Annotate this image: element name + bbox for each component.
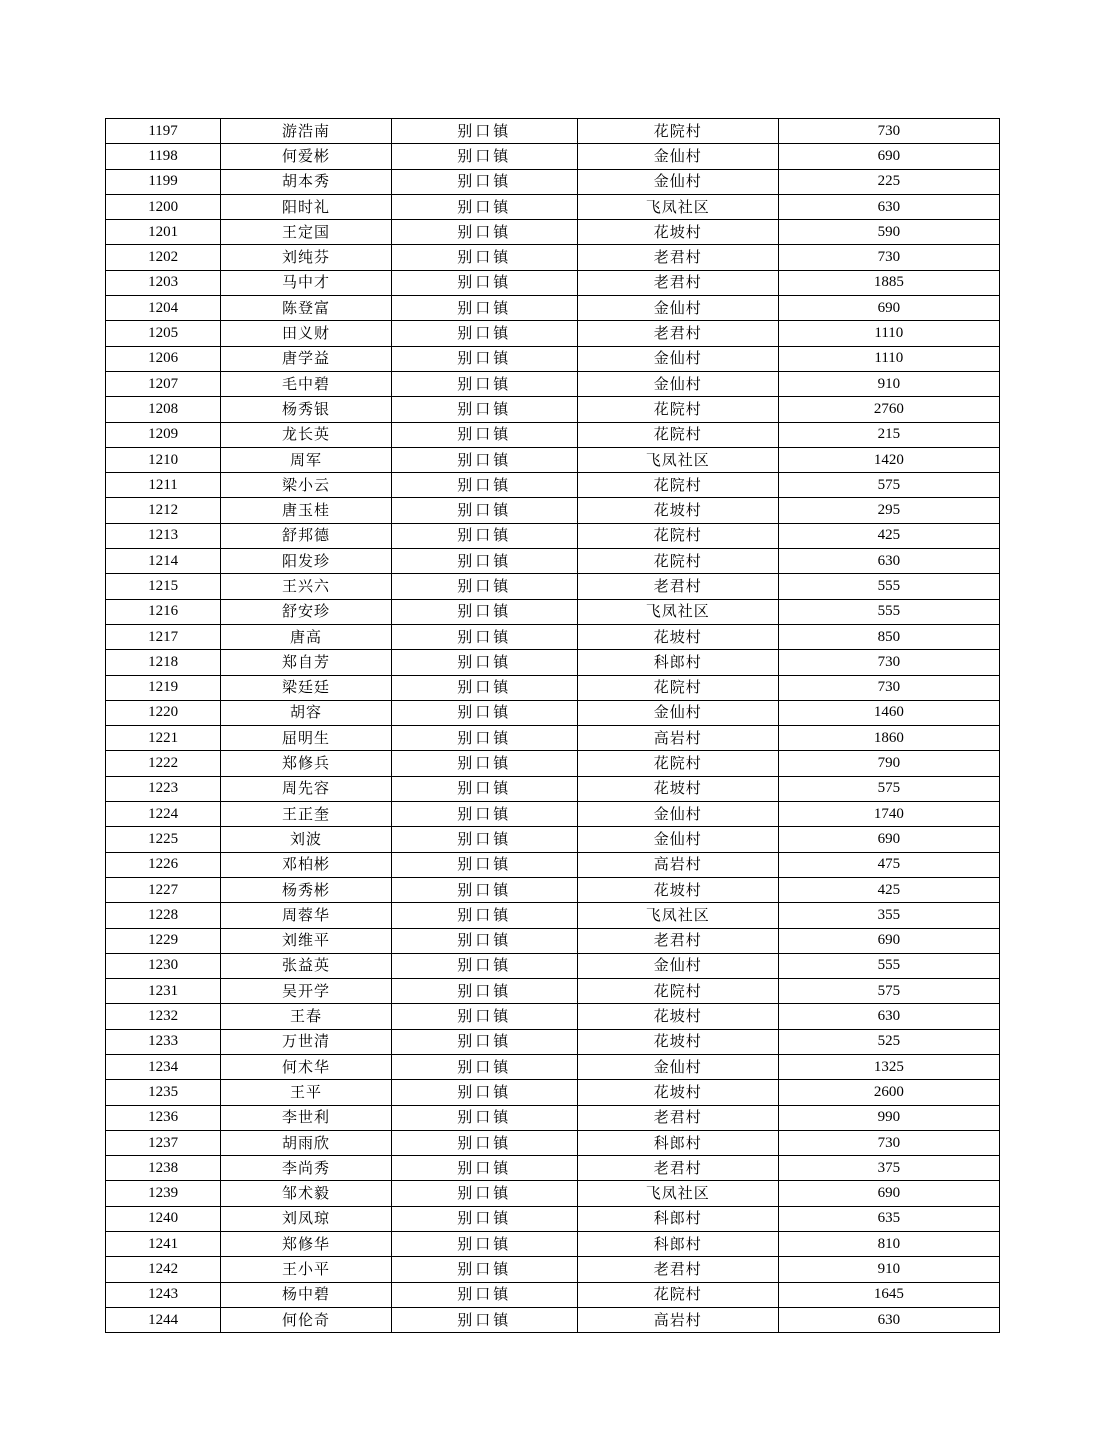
cell-town: 别口镇 <box>391 751 577 776</box>
cell-amount: 215 <box>778 422 999 447</box>
table-row <box>106 473 1000 498</box>
cell-amount: 630 <box>778 549 999 574</box>
cell-village: 科郎村 <box>577 650 778 675</box>
cell-village: 老君村 <box>577 928 778 953</box>
cell-amount: 690 <box>778 296 999 321</box>
cell-amount: 630 <box>778 1307 999 1332</box>
cell-id: 1201 <box>106 220 221 245</box>
cell-town: 别口镇 <box>391 1232 577 1257</box>
cell-amount: 635 <box>778 1206 999 1231</box>
cell-amount: 225 <box>778 169 999 194</box>
cell-town: 别口镇 <box>391 599 577 624</box>
cell-amount: 730 <box>778 245 999 270</box>
table-row <box>106 928 1000 953</box>
cell-amount: 2600 <box>778 1080 999 1105</box>
cell-id: 1229 <box>106 928 221 953</box>
cell-village: 科郎村 <box>577 1130 778 1155</box>
cell-id: 1231 <box>106 979 221 1004</box>
cell-town: 别口镇 <box>391 1282 577 1307</box>
cell-village: 花院村 <box>577 422 778 447</box>
cell-village: 金仙村 <box>577 827 778 852</box>
table-row <box>106 700 1000 725</box>
cell-town: 别口镇 <box>391 726 577 751</box>
table-row <box>106 498 1000 523</box>
subsidy-recipients-table <box>105 118 1000 1333</box>
cell-name: 李尚秀 <box>221 1156 392 1181</box>
cell-town: 别口镇 <box>391 422 577 447</box>
cell-village: 老君村 <box>577 574 778 599</box>
table-row <box>106 523 1000 548</box>
cell-amount: 630 <box>778 1004 999 1029</box>
table-row <box>106 1282 1000 1307</box>
cell-village: 花院村 <box>577 549 778 574</box>
cell-name: 邓柏彬 <box>221 852 392 877</box>
cell-name: 杨秀彬 <box>221 877 392 902</box>
cell-amount: 790 <box>778 751 999 776</box>
table-row <box>106 1307 1000 1332</box>
table-row <box>106 979 1000 1004</box>
cell-name: 唐高 <box>221 624 392 649</box>
cell-town: 别口镇 <box>391 1130 577 1155</box>
cell-town: 别口镇 <box>391 397 577 422</box>
cell-id: 1220 <box>106 700 221 725</box>
table-row <box>106 220 1000 245</box>
cell-name: 邹术毅 <box>221 1181 392 1206</box>
table-row <box>106 270 1000 295</box>
table-row <box>106 1232 1000 1257</box>
cell-town: 别口镇 <box>391 194 577 219</box>
cell-town: 别口镇 <box>391 1054 577 1079</box>
table-row <box>106 675 1000 700</box>
cell-amount: 730 <box>778 1130 999 1155</box>
cell-name: 刘维平 <box>221 928 392 953</box>
cell-id: 1198 <box>106 144 221 169</box>
table-row <box>106 624 1000 649</box>
cell-amount: 295 <box>778 498 999 523</box>
cell-town: 别口镇 <box>391 852 577 877</box>
cell-town: 别口镇 <box>391 675 577 700</box>
cell-town: 别口镇 <box>391 169 577 194</box>
cell-village: 飞凤社区 <box>577 599 778 624</box>
cell-name: 龙长英 <box>221 422 392 447</box>
cell-town: 别口镇 <box>391 1105 577 1130</box>
cell-amount: 810 <box>778 1232 999 1257</box>
cell-name: 陈登富 <box>221 296 392 321</box>
cell-town: 别口镇 <box>391 220 577 245</box>
cell-amount: 355 <box>778 903 999 928</box>
cell-name: 郑修华 <box>221 1232 392 1257</box>
cell-name: 何术华 <box>221 1054 392 1079</box>
cell-id: 1244 <box>106 1307 221 1332</box>
cell-name: 屈明生 <box>221 726 392 751</box>
cell-village: 老君村 <box>577 321 778 346</box>
cell-name: 张益英 <box>221 953 392 978</box>
cell-town: 别口镇 <box>391 1181 577 1206</box>
cell-id: 1233 <box>106 1029 221 1054</box>
cell-id: 1232 <box>106 1004 221 1029</box>
cell-name: 郑自芳 <box>221 650 392 675</box>
cell-id: 1211 <box>106 473 221 498</box>
table-body <box>106 119 1000 1333</box>
table-row <box>106 245 1000 270</box>
cell-village: 飞凤社区 <box>577 1181 778 1206</box>
cell-id: 1208 <box>106 397 221 422</box>
cell-amount: 425 <box>778 523 999 548</box>
cell-id: 1235 <box>106 1080 221 1105</box>
cell-amount: 730 <box>778 675 999 700</box>
cell-id: 1219 <box>106 675 221 700</box>
table-row <box>106 371 1000 396</box>
cell-name: 阳发珍 <box>221 549 392 574</box>
cell-amount: 375 <box>778 1156 999 1181</box>
cell-id: 1227 <box>106 877 221 902</box>
cell-id: 1216 <box>106 599 221 624</box>
cell-name: 唐玉桂 <box>221 498 392 523</box>
cell-village: 花院村 <box>577 1282 778 1307</box>
table-row <box>106 169 1000 194</box>
table-row <box>106 599 1000 624</box>
cell-amount: 1885 <box>778 270 999 295</box>
cell-amount: 525 <box>778 1029 999 1054</box>
cell-name: 舒安珍 <box>221 599 392 624</box>
cell-town: 别口镇 <box>391 624 577 649</box>
cell-town: 别口镇 <box>391 776 577 801</box>
cell-town: 别口镇 <box>391 321 577 346</box>
table-row <box>106 877 1000 902</box>
cell-town: 别口镇 <box>391 802 577 827</box>
cell-id: 1225 <box>106 827 221 852</box>
table-row <box>106 802 1000 827</box>
table-row <box>106 397 1000 422</box>
cell-amount: 475 <box>778 852 999 877</box>
cell-town: 别口镇 <box>391 245 577 270</box>
cell-village: 金仙村 <box>577 802 778 827</box>
cell-name: 李世利 <box>221 1105 392 1130</box>
cell-id: 1212 <box>106 498 221 523</box>
cell-amount: 690 <box>778 1181 999 1206</box>
table-row <box>106 1257 1000 1282</box>
table-row <box>106 296 1000 321</box>
cell-village: 金仙村 <box>577 169 778 194</box>
cell-town: 别口镇 <box>391 270 577 295</box>
cell-id: 1238 <box>106 1156 221 1181</box>
cell-village: 飞凤社区 <box>577 903 778 928</box>
cell-village: 花院村 <box>577 473 778 498</box>
cell-village: 花院村 <box>577 751 778 776</box>
cell-town: 别口镇 <box>391 650 577 675</box>
cell-amount: 555 <box>778 599 999 624</box>
cell-id: 1210 <box>106 447 221 472</box>
cell-id: 1223 <box>106 776 221 801</box>
cell-village: 飞凤社区 <box>577 447 778 472</box>
cell-town: 别口镇 <box>391 574 577 599</box>
cell-name: 王正奎 <box>221 802 392 827</box>
cell-id: 1240 <box>106 1206 221 1231</box>
cell-name: 王兴六 <box>221 574 392 599</box>
cell-village: 花院村 <box>577 523 778 548</box>
cell-amount: 1110 <box>778 321 999 346</box>
cell-village: 花院村 <box>577 397 778 422</box>
cell-amount: 690 <box>778 928 999 953</box>
cell-town: 别口镇 <box>391 119 577 144</box>
cell-name: 梁廷廷 <box>221 675 392 700</box>
cell-name: 王小平 <box>221 1257 392 1282</box>
cell-village: 金仙村 <box>577 346 778 371</box>
cell-name: 马中才 <box>221 270 392 295</box>
table-row <box>106 1156 1000 1181</box>
cell-village: 花坡村 <box>577 1004 778 1029</box>
cell-amount: 910 <box>778 371 999 396</box>
cell-amount: 990 <box>778 1105 999 1130</box>
cell-town: 别口镇 <box>391 1004 577 1029</box>
cell-id: 1209 <box>106 422 221 447</box>
cell-name: 周蓉华 <box>221 903 392 928</box>
cell-id: 1200 <box>106 194 221 219</box>
cell-amount: 1110 <box>778 346 999 371</box>
cell-town: 别口镇 <box>391 979 577 1004</box>
cell-village: 花坡村 <box>577 776 778 801</box>
cell-village: 花院村 <box>577 119 778 144</box>
cell-town: 别口镇 <box>391 1257 577 1282</box>
cell-name: 郑修兵 <box>221 751 392 776</box>
cell-id: 1228 <box>106 903 221 928</box>
cell-name: 王平 <box>221 1080 392 1105</box>
cell-id: 1234 <box>106 1054 221 1079</box>
cell-village: 高岩村 <box>577 1307 778 1332</box>
table-row <box>106 1105 1000 1130</box>
cell-name: 周先容 <box>221 776 392 801</box>
cell-id: 1222 <box>106 751 221 776</box>
cell-amount: 1420 <box>778 447 999 472</box>
cell-name: 刘凤琼 <box>221 1206 392 1231</box>
cell-town: 别口镇 <box>391 346 577 371</box>
cell-village: 老君村 <box>577 1156 778 1181</box>
cell-town: 别口镇 <box>391 549 577 574</box>
cell-village: 花坡村 <box>577 624 778 649</box>
cell-village: 老君村 <box>577 1257 778 1282</box>
table-row <box>106 1004 1000 1029</box>
cell-town: 别口镇 <box>391 1080 577 1105</box>
cell-name: 胡本秀 <box>221 169 392 194</box>
cell-village: 花院村 <box>577 675 778 700</box>
cell-name: 王定国 <box>221 220 392 245</box>
cell-village: 花坡村 <box>577 1080 778 1105</box>
table-row <box>106 1206 1000 1231</box>
table-row <box>106 650 1000 675</box>
table-row <box>106 1080 1000 1105</box>
cell-name: 何伦奇 <box>221 1307 392 1332</box>
cell-name: 刘波 <box>221 827 392 852</box>
cell-name: 吴开学 <box>221 979 392 1004</box>
cell-amount: 1645 <box>778 1282 999 1307</box>
table-row <box>106 852 1000 877</box>
cell-id: 1213 <box>106 523 221 548</box>
table-row <box>106 1130 1000 1155</box>
cell-amount: 690 <box>778 827 999 852</box>
cell-village: 高岩村 <box>577 726 778 751</box>
cell-amount: 1860 <box>778 726 999 751</box>
table-row <box>106 1181 1000 1206</box>
cell-id: 1224 <box>106 802 221 827</box>
cell-name: 胡容 <box>221 700 392 725</box>
cell-name: 梁小云 <box>221 473 392 498</box>
cell-name: 游浩南 <box>221 119 392 144</box>
cell-amount: 1460 <box>778 700 999 725</box>
cell-town: 别口镇 <box>391 827 577 852</box>
cell-name: 刘纯芬 <box>221 245 392 270</box>
table-row <box>106 827 1000 852</box>
cell-name: 舒邦德 <box>221 523 392 548</box>
cell-amount: 590 <box>778 220 999 245</box>
cell-id: 1207 <box>106 371 221 396</box>
cell-id: 1215 <box>106 574 221 599</box>
cell-name: 阳时礼 <box>221 194 392 219</box>
cell-name: 田义财 <box>221 321 392 346</box>
cell-id: 1241 <box>106 1232 221 1257</box>
cell-name: 何爱彬 <box>221 144 392 169</box>
cell-amount: 555 <box>778 574 999 599</box>
cell-village: 金仙村 <box>577 953 778 978</box>
cell-town: 别口镇 <box>391 1206 577 1231</box>
table-row <box>106 953 1000 978</box>
cell-town: 别口镇 <box>391 1029 577 1054</box>
table-row <box>106 346 1000 371</box>
cell-amount: 1325 <box>778 1054 999 1079</box>
cell-village: 金仙村 <box>577 1054 778 1079</box>
cell-village: 花院村 <box>577 979 778 1004</box>
cell-name: 万世清 <box>221 1029 392 1054</box>
table-row <box>106 119 1000 144</box>
cell-village: 花坡村 <box>577 220 778 245</box>
table-row <box>106 776 1000 801</box>
table-row <box>106 144 1000 169</box>
cell-town: 别口镇 <box>391 700 577 725</box>
cell-id: 1221 <box>106 726 221 751</box>
cell-town: 别口镇 <box>391 473 577 498</box>
cell-id: 1243 <box>106 1282 221 1307</box>
table-row <box>106 751 1000 776</box>
cell-town: 别口镇 <box>391 928 577 953</box>
table-row <box>106 903 1000 928</box>
cell-id: 1218 <box>106 650 221 675</box>
cell-amount: 630 <box>778 194 999 219</box>
cell-id: 1217 <box>106 624 221 649</box>
cell-village: 老君村 <box>577 245 778 270</box>
table-row <box>106 549 1000 574</box>
cell-amount: 2760 <box>778 397 999 422</box>
cell-village: 金仙村 <box>577 371 778 396</box>
cell-id: 1205 <box>106 321 221 346</box>
cell-amount: 575 <box>778 776 999 801</box>
cell-id: 1226 <box>106 852 221 877</box>
cell-id: 1237 <box>106 1130 221 1155</box>
cell-amount: 730 <box>778 650 999 675</box>
cell-id: 1202 <box>106 245 221 270</box>
cell-village: 高岩村 <box>577 852 778 877</box>
cell-amount: 690 <box>778 144 999 169</box>
cell-village: 花坡村 <box>577 1029 778 1054</box>
cell-town: 别口镇 <box>391 371 577 396</box>
cell-id: 1239 <box>106 1181 221 1206</box>
cell-amount: 575 <box>778 473 999 498</box>
cell-village: 金仙村 <box>577 296 778 321</box>
cell-amount: 575 <box>778 979 999 1004</box>
cell-id: 1199 <box>106 169 221 194</box>
cell-name: 周军 <box>221 447 392 472</box>
cell-id: 1236 <box>106 1105 221 1130</box>
cell-town: 别口镇 <box>391 498 577 523</box>
cell-village: 科郎村 <box>577 1206 778 1231</box>
cell-amount: 425 <box>778 877 999 902</box>
table-row <box>106 574 1000 599</box>
cell-town: 别口镇 <box>391 523 577 548</box>
cell-amount: 730 <box>778 119 999 144</box>
cell-town: 别口镇 <box>391 953 577 978</box>
cell-town: 别口镇 <box>391 144 577 169</box>
cell-amount: 910 <box>778 1257 999 1282</box>
cell-village: 老君村 <box>577 270 778 295</box>
table-row <box>106 422 1000 447</box>
cell-amount: 555 <box>778 953 999 978</box>
cell-name: 王春 <box>221 1004 392 1029</box>
table-row <box>106 726 1000 751</box>
cell-town: 别口镇 <box>391 296 577 321</box>
cell-village: 科郎村 <box>577 1232 778 1257</box>
cell-id: 1214 <box>106 549 221 574</box>
cell-village: 花坡村 <box>577 498 778 523</box>
table-row <box>106 321 1000 346</box>
cell-amount: 1740 <box>778 802 999 827</box>
cell-village: 金仙村 <box>577 144 778 169</box>
cell-village: 花坡村 <box>577 877 778 902</box>
cell-id: 1197 <box>106 119 221 144</box>
cell-name: 杨中碧 <box>221 1282 392 1307</box>
table-row <box>106 447 1000 472</box>
cell-id: 1204 <box>106 296 221 321</box>
cell-name: 胡雨欣 <box>221 1130 392 1155</box>
cell-id: 1203 <box>106 270 221 295</box>
cell-village: 老君村 <box>577 1105 778 1130</box>
cell-town: 别口镇 <box>391 447 577 472</box>
cell-town: 别口镇 <box>391 1307 577 1332</box>
table-row <box>106 1054 1000 1079</box>
cell-town: 别口镇 <box>391 877 577 902</box>
cell-id: 1206 <box>106 346 221 371</box>
cell-town: 别口镇 <box>391 903 577 928</box>
table-row <box>106 1029 1000 1054</box>
cell-name: 杨秀银 <box>221 397 392 422</box>
cell-amount: 850 <box>778 624 999 649</box>
table-row <box>106 194 1000 219</box>
cell-name: 毛中碧 <box>221 371 392 396</box>
cell-village: 飞凤社区 <box>577 194 778 219</box>
cell-town: 别口镇 <box>391 1156 577 1181</box>
cell-name: 唐学益 <box>221 346 392 371</box>
cell-village: 金仙村 <box>577 700 778 725</box>
cell-id: 1242 <box>106 1257 221 1282</box>
cell-id: 1230 <box>106 953 221 978</box>
